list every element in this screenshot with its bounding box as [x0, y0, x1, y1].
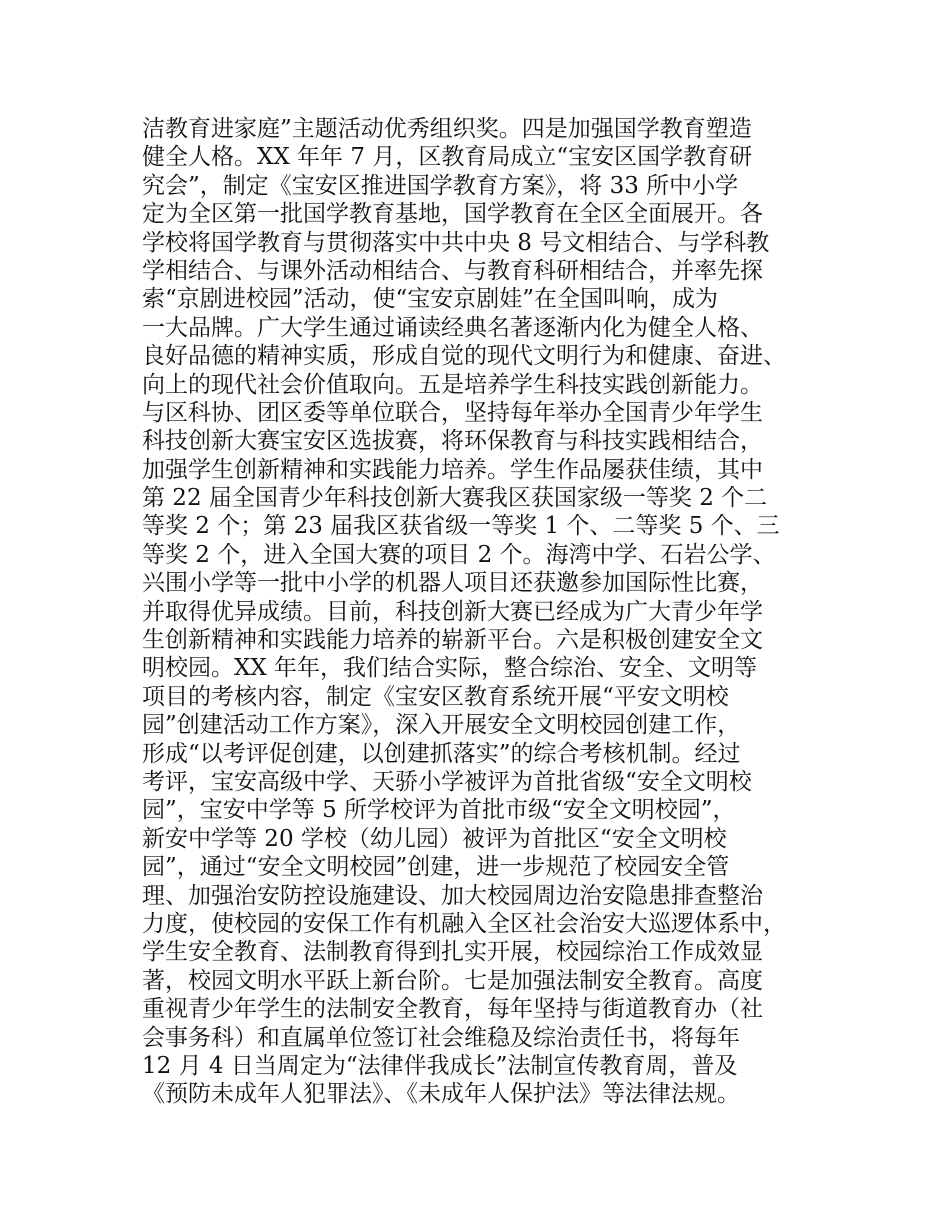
text-line: 索“京剧进校园”活动，使“宝安京剧娃”在全国叫响，成为 — [142, 286, 719, 313]
text-line: 《预防未成年人犯罪法》、《未成年人保护法》等法律法规。 — [142, 1081, 740, 1108]
text-line: 学生安全教育、法制教育得到扎实开展，校园综治工作成效显 — [142, 939, 763, 966]
text-line: 加强学生创新精神和实践能力培养。学生作品屡获佳绩，其中 — [142, 456, 763, 483]
text-line: 12 月 4 日当周定为“法律伴我成长”法制宣传教育周，普及 — [142, 1052, 738, 1079]
text-line: 学校将国学教育与贯彻落实中共中央 8 号文相结合、与学科教 — [142, 229, 770, 256]
text-line: 明校园。XX 年年，我们结合实际，整合综治、安全、文明等 — [142, 655, 758, 682]
text-line: 考评，宝安高级中学、天骄小学被评为首批省级“安全文明校 — [142, 768, 752, 795]
text-line: 一大品牌。广大学生通过诵读经典名著逐渐内化为健全人格、 — [142, 314, 763, 341]
text-line: 会事务科）和直属单位签订社会维稳及综治责任书，将每年 — [142, 1024, 740, 1051]
text-line: 第 22 届全国青少年科技创新大赛我区获国家级一等奖 2 个二 — [142, 485, 768, 512]
text-line: 健全人格。XX 年年 7 月，区教育局成立“宝安区国学教育研 — [142, 144, 753, 171]
text-line: 形成“以考评促创建，以创建抓落实”的综合考核机制。经过 — [142, 740, 741, 767]
text-line: 力度，使校园的安保工作有机融入全区社会治安大巡逻体系中， — [142, 910, 786, 937]
text-line: 新安中学等 20 学校（幼儿园）被评为首批区“安全文明校 — [142, 825, 727, 852]
text-line: 园”，宝安中学等 5 所学校评为首批市级“安全文明校园”， — [142, 797, 736, 824]
text-line: 生创新精神和实践能力培养的崭新平台。六是积极创建安全文 — [142, 627, 763, 654]
text-line: 向上的现代社会价值取向。五是培养学生科技实践创新能力。 — [142, 371, 763, 398]
text-line: 洁教育进家庭”主题活动优秀组织奖。四是加强国学教育塑造 — [142, 116, 752, 142]
text-line: 学相结合、与课外活动相结合、与教育科研相结合，并率先探 — [142, 257, 763, 284]
text-line: 等奖 2 个，进入全国大赛的项目 2 个。海湾中学、石岩公学、 — [142, 541, 776, 568]
text-line: 项目的考核内容，制定《宝安区教育系统开展“平安文明校 — [142, 683, 729, 710]
text-line: 科技创新大赛宝安区选拔赛，将环保教育与科技实践相结合， — [142, 428, 763, 455]
text-line: 园”，通过“安全文明校园”创建，进一步规范了校园安全管 — [142, 854, 730, 881]
text-line: 究会”，制定《宝安区推进国学教育方案》，将 33 所中小学 — [142, 172, 739, 199]
body-text — [142, 115, 842, 1109]
text-line: 与区科协、团区委等单位联合，坚持每年举办全国青少年学生 — [142, 399, 763, 426]
text-line: 理、加强治安防控设施建设、加大校园周边治安隐患排查整治 — [142, 882, 763, 909]
text-line: 兴围小学等一批中小学的机器人项目还获邀参加国际性比赛， — [142, 570, 763, 597]
text-line: 著，校园文明水平跃上新台阶。七是加强法制安全教育。高度 — [142, 967, 763, 994]
text-line: 并取得优异成绩。目前，科技创新大赛已经成为广大青少年学 — [142, 598, 763, 625]
text-line: 等奖 2 个；第 23 届我区获省级一等奖 1 个、二等奖 5 个、三 — [142, 513, 780, 540]
text-line: 重视青少年学生的法制安全教育，每年坚持与街道教育办（社 — [142, 996, 763, 1023]
text-line: 园”创建活动工作方案》，深入开展安全文明校园创建工作， — [142, 712, 741, 739]
text-line: 定为全区第一批国学教育基地，国学教育在全区全面展开。各 — [142, 201, 763, 228]
text-line: 良好品德的精神实质，形成自觉的现代文明行为和健康、奋进、 — [142, 343, 786, 370]
